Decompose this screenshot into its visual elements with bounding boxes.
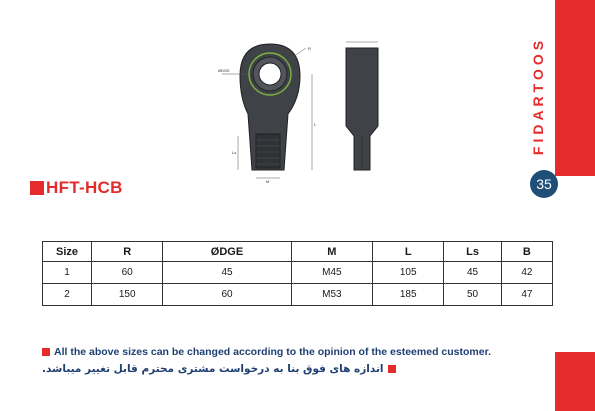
note-bullet [388,365,396,373]
brand-logo [528,20,548,172]
column-header: R [92,242,163,262]
table-cell: 105 [373,262,444,284]
column-header: Size [43,242,92,262]
red-side-band-bottom [555,352,595,411]
column-header: B [501,242,552,262]
brand-name: FIDARTOOS [530,36,547,156]
size-table [42,241,553,306]
column-header: ØDGE [163,242,291,262]
product-code: HFT-HCB [46,178,123,197]
product-drawing [200,36,400,184]
table-cell: 60 [163,284,291,306]
persian-note-text: اندازه های فوق بنا به درخواست مشتری محترم قابل تغییر میباشد. [42,363,384,375]
table-row [43,284,553,306]
table-cell: 150 [92,284,163,306]
note-bullet [42,348,50,356]
english-note-text: All the above sizes can be changed according to the opinion of the esteemed customer. [54,346,492,358]
dim-m-label: M [266,179,270,184]
column-header: L [373,242,444,262]
table-cell: 185 [373,284,444,306]
table-header-row [43,242,553,262]
dim-l-label: L [314,122,317,127]
table-cell: 60 [92,262,163,284]
page-number-badge: 35 [530,170,558,198]
table-cell: 2 [43,284,92,306]
english-note [42,346,491,358]
dim-dge-label: ØDGE [218,68,230,73]
table-cell: 1 [43,262,92,284]
table-row [43,262,553,284]
table-cell: 47 [501,284,552,306]
table-cell: 42 [501,262,552,284]
red-side-band-top [555,0,595,176]
table-cell: 45 [444,262,501,284]
dim-ls-label: Ls [232,150,237,155]
column-header: M [291,242,372,262]
table-cell: M53 [291,284,372,306]
table-cell: M45 [291,262,372,284]
product-title [30,178,123,198]
dim-r-label: R [308,46,311,51]
persian-note [42,363,396,375]
table-cell: 50 [444,284,501,306]
table-cell: 45 [163,262,291,284]
column-header: Ls [444,242,501,262]
title-bullet [30,181,44,195]
